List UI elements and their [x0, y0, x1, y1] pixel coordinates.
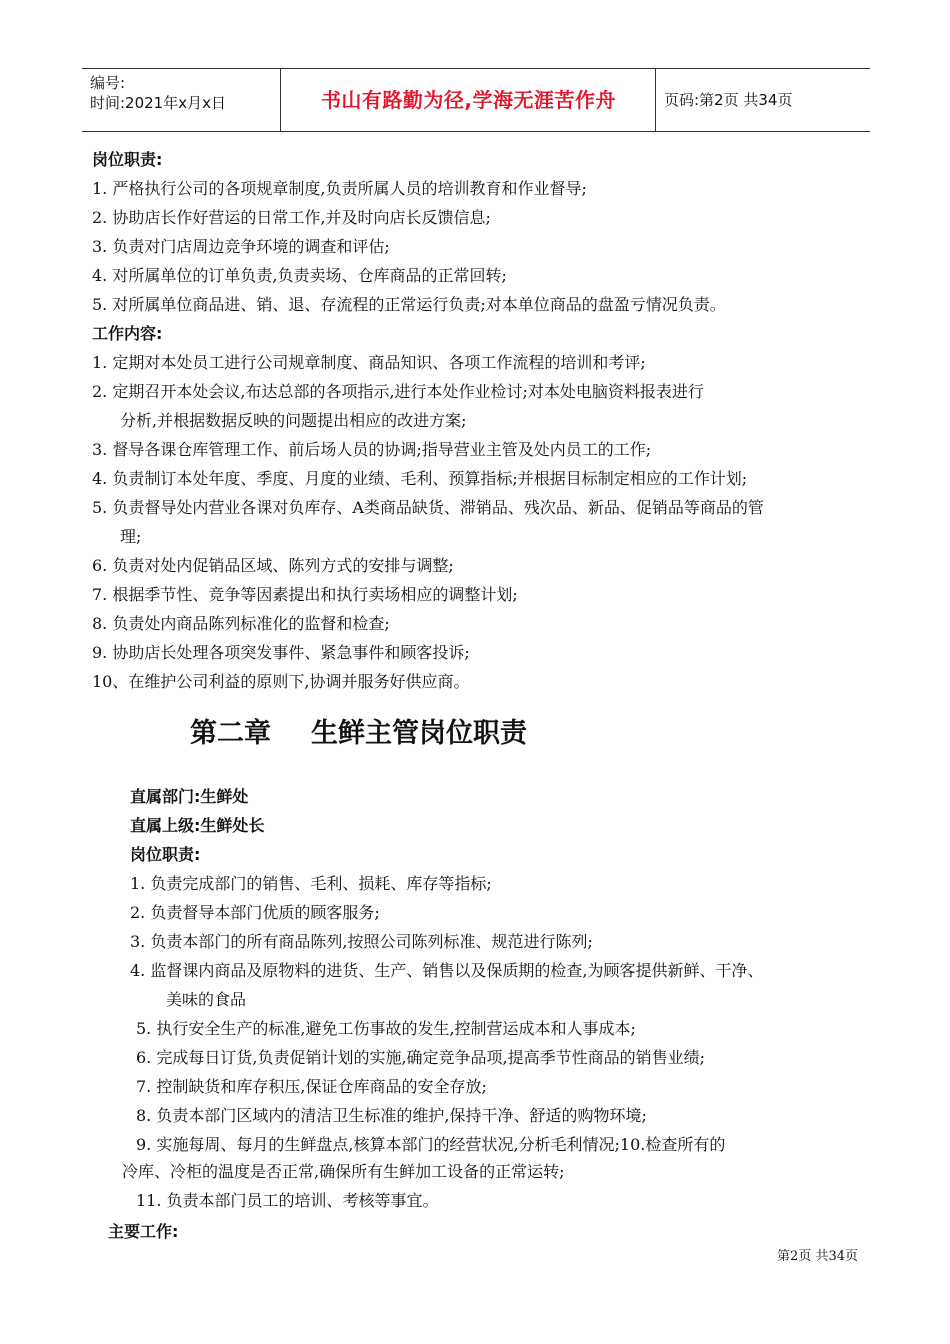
list-item: 9. 实施每周、每月的生鲜盘点,核算本部门的经营状况,分析毛利情况;10.检查所有的 [136, 1135, 726, 1154]
list-item: 2. 协助店长作好营运的日常工作,并及时向店长反馈信息; [92, 208, 491, 227]
list-item: 3. 负责对门店周边竞争环境的调查和评估; [92, 237, 390, 256]
list-item: 5. 执行安全生产的标准,避免工伤事故的发生,控制营运成本和人事成本; [136, 1019, 636, 1038]
list-item: 5. 对所属单位商品进、销、退、存流程的正常运行负责;对本单位商品的盘盈亏情况负责。 [92, 295, 726, 314]
list-item-continued: 理; [120, 527, 142, 546]
list-item: 4. 对所属单位的订单负责,负责卖场、仓库商品的正常回转; [92, 266, 507, 285]
list-item-continued: 冷库、冷柜的温度是否正常,确保所有生鲜加工设备的正常运转; [122, 1162, 565, 1181]
list-item: 6. 负责对处内促销品区域、陈列方式的安排与调整; [92, 556, 454, 575]
list-item: 8. 负责本部门区域内的清洁卫生标准的维护,保持干净、舒适的购物环境; [136, 1106, 647, 1125]
header-meta [90, 73, 226, 113]
header-page-info: 页码:第2页 共34页 [664, 91, 793, 109]
chapter-title [190, 714, 527, 754]
section-heading: 岗位职责: [130, 845, 201, 864]
list-item: 3. 督导各课仓库管理工作、前后场人员的协调;指导营业主管及处内员工的工作; [92, 440, 652, 459]
list-item: 4. 监督课内商品及原物料的进货、生产、销售以及保质期的检查,为顾客提供新鲜、干净、 [130, 961, 764, 980]
date-label: 时间:2021年x月x日 [90, 94, 226, 112]
list-item: 7. 控制缺货和库存积压,保证仓库商品的安全存放; [136, 1077, 487, 1096]
list-item-continued: 美味的食品 [166, 990, 247, 1009]
list-item: 8. 负责处内商品陈列标准化的监督和检查; [92, 614, 390, 633]
chapter-name: 生鲜主管岗位职责 [311, 718, 527, 749]
list-item: 9. 协助店长处理各项突发事件、紧急事件和顾客投诉; [92, 643, 470, 662]
page-header [82, 68, 870, 132]
section-heading: 工作内容: [92, 324, 163, 343]
code-label: 编号: [90, 74, 126, 92]
superior-label: 直属上级:生鲜处长 [130, 816, 265, 835]
list-item: 4. 负责制订本处年度、季度、月度的业绩、毛利、预算指标;并根据目标制定相应的工作计划; [92, 469, 748, 488]
list-item: 10、在维护公司利益的原则下,协调并服务好供应商。 [92, 672, 470, 691]
section-heading: 岗位职责: [92, 150, 163, 169]
header-motto: 书山有路勤为径,学海无涯苦作舟 [320, 88, 617, 112]
header-divider [655, 69, 656, 131]
dept-label: 直属部门:生鲜处 [130, 787, 249, 806]
list-item: 11. 负责本部门员工的培训、考核等事宜。 [136, 1191, 439, 1210]
list-item: 1. 定期对本处员工进行公司规章制度、商品知识、各项工作流程的培训和考评; [92, 353, 646, 372]
list-item-continued: 分析,并根据数据反映的问题提出相应的改进方案; [120, 411, 467, 430]
section-heading: 主要工作: [108, 1222, 179, 1241]
list-item: 1. 负责完成部门的销售、毛利、损耗、库存等指标; [130, 874, 492, 893]
page-footer: 第2页 共34页 [777, 1249, 858, 1264]
list-item: 7. 根据季节性、竞争等因素提出和执行卖场相应的调整计划; [92, 585, 518, 604]
header-divider [280, 69, 281, 131]
list-item: 1. 严格执行公司的各项规章制度,负责所属人员的培训教育和作业督导; [92, 179, 587, 198]
list-item: 6. 完成每日订货,负责促销计划的实施,确定竞争品项,提高季节性商品的销售业绩; [136, 1048, 706, 1067]
list-item: 2. 定期召开本处会议,布达总部的各项指示,进行本处作业检讨;对本处电脑资料报表进行 [92, 382, 704, 401]
chapter-number: 第二章 [190, 718, 271, 749]
list-item: 3. 负责本部门的所有商品陈列,按照公司陈列标准、规范进行陈列; [130, 932, 593, 951]
list-item: 5. 负责督导处内营业各课对负库存、A类商品缺货、滞销品、残次品、新品、促销品等商品的管 [92, 498, 764, 517]
list-item: 2. 负责督导本部门优质的顾客服务; [130, 903, 380, 922]
